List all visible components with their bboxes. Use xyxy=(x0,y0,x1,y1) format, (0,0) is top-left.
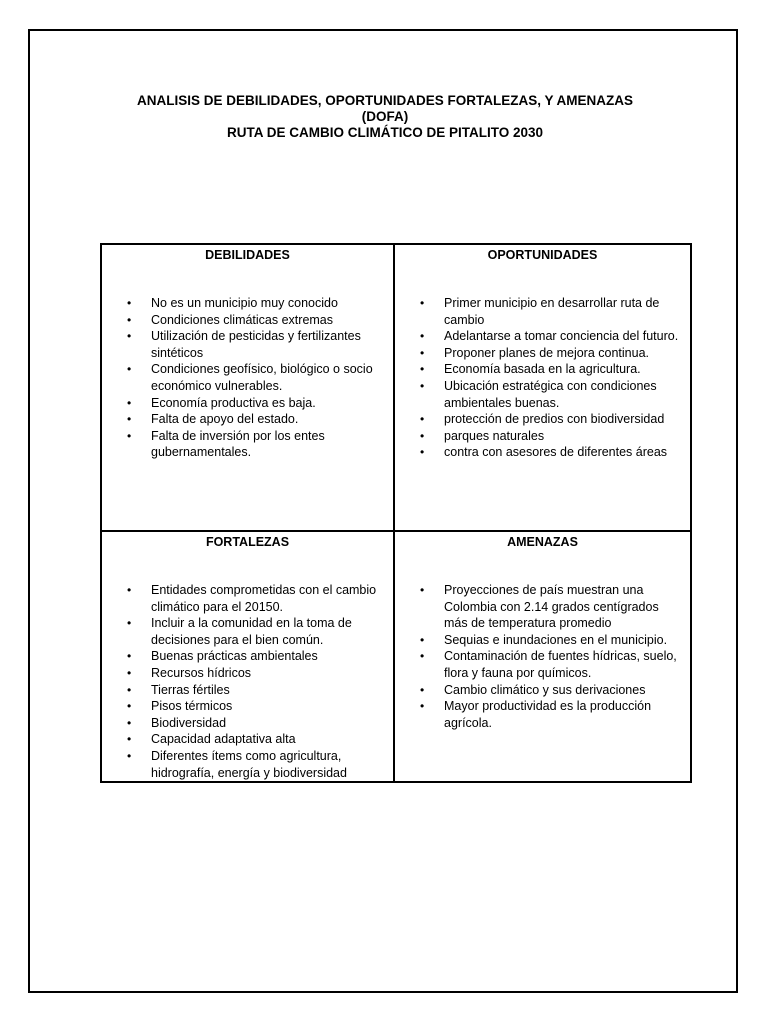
bullet-icon: • xyxy=(127,362,132,377)
list-item-text: Sequias e inundaciones en el municipio. xyxy=(444,632,668,647)
bullet-icon: • xyxy=(420,428,425,443)
title-line-1: ANALISIS DE DEBILIDADES, OPORTUNIDADES FORTALEZAS, Y AMENAZAS xyxy=(136,93,634,108)
list-item xyxy=(102,731,387,748)
list-item-text: Capacidad adaptativa alta xyxy=(151,732,296,747)
list-item-text: Diferentes ítems como agricultura, hidrografía, energía y biodiversidad xyxy=(151,748,347,780)
list-item xyxy=(395,361,684,378)
fortalezas-cell xyxy=(101,531,394,782)
list-item-text: contra con asesores de diferentes áreas xyxy=(444,445,668,460)
bullet-icon: • xyxy=(420,412,425,427)
list-item xyxy=(102,295,387,312)
list-item-text: Condiciones climáticas extremas xyxy=(151,312,334,327)
bullet-icon: • xyxy=(127,665,132,680)
bullet-icon: • xyxy=(420,583,425,597)
list-item-text: Proponer planes de mejora continua. xyxy=(444,345,649,360)
list-item-text: Biodiversidad xyxy=(151,715,227,730)
list-item xyxy=(395,582,684,632)
list-item xyxy=(395,632,684,649)
bullet-icon: • xyxy=(127,395,132,410)
list-item xyxy=(102,361,387,394)
bullet-icon: • xyxy=(127,296,132,310)
list-item-text: protección de predios con biodiversidad xyxy=(444,412,665,427)
list-item-text: Mayor productividad es la producción agrícola. xyxy=(444,699,652,730)
bullet-icon: • xyxy=(420,632,425,647)
bullet-icon: • xyxy=(420,296,425,310)
list-item-text: Tierras fértiles xyxy=(151,682,230,697)
document-title xyxy=(60,93,710,141)
list-item xyxy=(395,444,684,461)
list-item-text: Economía basada en la agricultura. xyxy=(444,362,641,377)
bullet-icon: • xyxy=(127,412,132,427)
list-item-text: Proyecciones de país muestran una Colombia con 2.14 grados centígrados más de temperatura promedio xyxy=(444,583,659,631)
list-item xyxy=(395,682,684,699)
list-item-text: Primer municipio en desarrollar ruta de cambio xyxy=(444,296,660,327)
list-item xyxy=(102,715,387,732)
fortalezas-list xyxy=(102,582,393,781)
bullet-icon: • xyxy=(127,616,132,631)
list-item-text: Falta de inversión por los entes gubernamentales. xyxy=(151,428,325,460)
list-item xyxy=(102,698,387,715)
list-item-text: Ubicación estratégica con condiciones ambientales buenas. xyxy=(444,378,657,410)
bullet-icon: • xyxy=(420,649,425,664)
list-item-text: Economía productiva es baja. xyxy=(151,395,316,410)
bullet-icon: • xyxy=(127,699,132,714)
list-item-text: Recursos hídricos xyxy=(151,665,252,680)
list-item xyxy=(102,312,387,329)
dofa-table xyxy=(100,243,692,783)
list-item xyxy=(395,428,684,445)
list-item-text: No es un municipio muy conocido xyxy=(151,296,338,310)
list-item xyxy=(395,345,684,362)
bullet-icon: • xyxy=(127,583,132,597)
bullet-icon: • xyxy=(127,732,132,747)
list-item-text: Pisos térmicos xyxy=(151,699,233,714)
list-item-text: Cambio climático y sus derivaciones xyxy=(444,682,646,697)
bullet-icon: • xyxy=(127,715,132,730)
title-line-2: (DOFA) xyxy=(361,109,409,124)
list-item-text: Contaminación de fuentes hídricas, suelo, flora y fauna por químicos. xyxy=(444,649,677,680)
bullet-icon: • xyxy=(420,445,425,460)
list-item xyxy=(102,395,387,412)
list-item xyxy=(102,328,387,361)
list-item-text: Incluir a la comunidad en la toma de decisiones para el bien común. xyxy=(151,616,352,647)
title-line-3: RUTA DE CAMBIO CLIMÁTICO DE PITALITO 2030 xyxy=(226,125,544,140)
list-item-text: Adelantarse a tomar conciencia del futuro. xyxy=(444,329,679,344)
oportunidades-heading: OPORTUNIDADES xyxy=(487,248,598,262)
bullet-icon: • xyxy=(127,428,132,443)
oportunidades-cell xyxy=(394,244,691,531)
list-item-text: Utilización de pesticidas y fertilizantes sintéticos xyxy=(151,329,361,360)
list-item xyxy=(102,582,387,615)
list-item-text: Falta de apoyo del estado. xyxy=(151,412,299,427)
list-item xyxy=(102,682,387,699)
bullet-icon: • xyxy=(127,649,132,664)
amenazas-cell xyxy=(394,531,691,782)
bullet-icon: • xyxy=(420,682,425,697)
bullet-icon: • xyxy=(420,378,425,393)
bullet-icon: • xyxy=(127,312,132,327)
list-item-text: parques naturales xyxy=(444,428,545,443)
list-item-text: Entidades comprometidas con el cambio climático para el 20150. xyxy=(151,583,377,614)
debilidades-list xyxy=(102,295,393,461)
bullet-icon: • xyxy=(127,682,132,697)
bullet-icon: • xyxy=(127,329,132,344)
list-item xyxy=(102,615,387,648)
list-item xyxy=(102,411,387,428)
fortalezas-heading: FORTALEZAS xyxy=(205,535,290,549)
list-item-text: Buenas prácticas ambientales xyxy=(151,649,318,664)
list-item xyxy=(102,648,387,665)
amenazas-list xyxy=(395,582,690,731)
bullet-icon: • xyxy=(127,748,132,763)
bullet-icon: • xyxy=(420,329,425,344)
debilidades-heading: DEBILIDADES xyxy=(205,248,290,262)
list-item xyxy=(395,328,684,345)
bullet-icon: • xyxy=(420,345,425,360)
list-item xyxy=(102,665,387,682)
list-item xyxy=(395,648,684,681)
bullet-icon: • xyxy=(420,362,425,377)
list-item xyxy=(102,748,387,781)
list-item-text: Condiciones geofísico, biológico o socio económico vulnerables. xyxy=(151,362,373,393)
bullet-icon: • xyxy=(420,699,425,714)
list-item xyxy=(102,428,387,461)
list-item xyxy=(395,411,684,428)
list-item xyxy=(395,698,684,731)
debilidades-cell xyxy=(101,244,394,531)
list-item xyxy=(395,378,684,411)
list-item xyxy=(395,295,684,328)
amenazas-heading: AMENAZAS xyxy=(507,535,578,549)
oportunidades-list xyxy=(395,295,690,461)
